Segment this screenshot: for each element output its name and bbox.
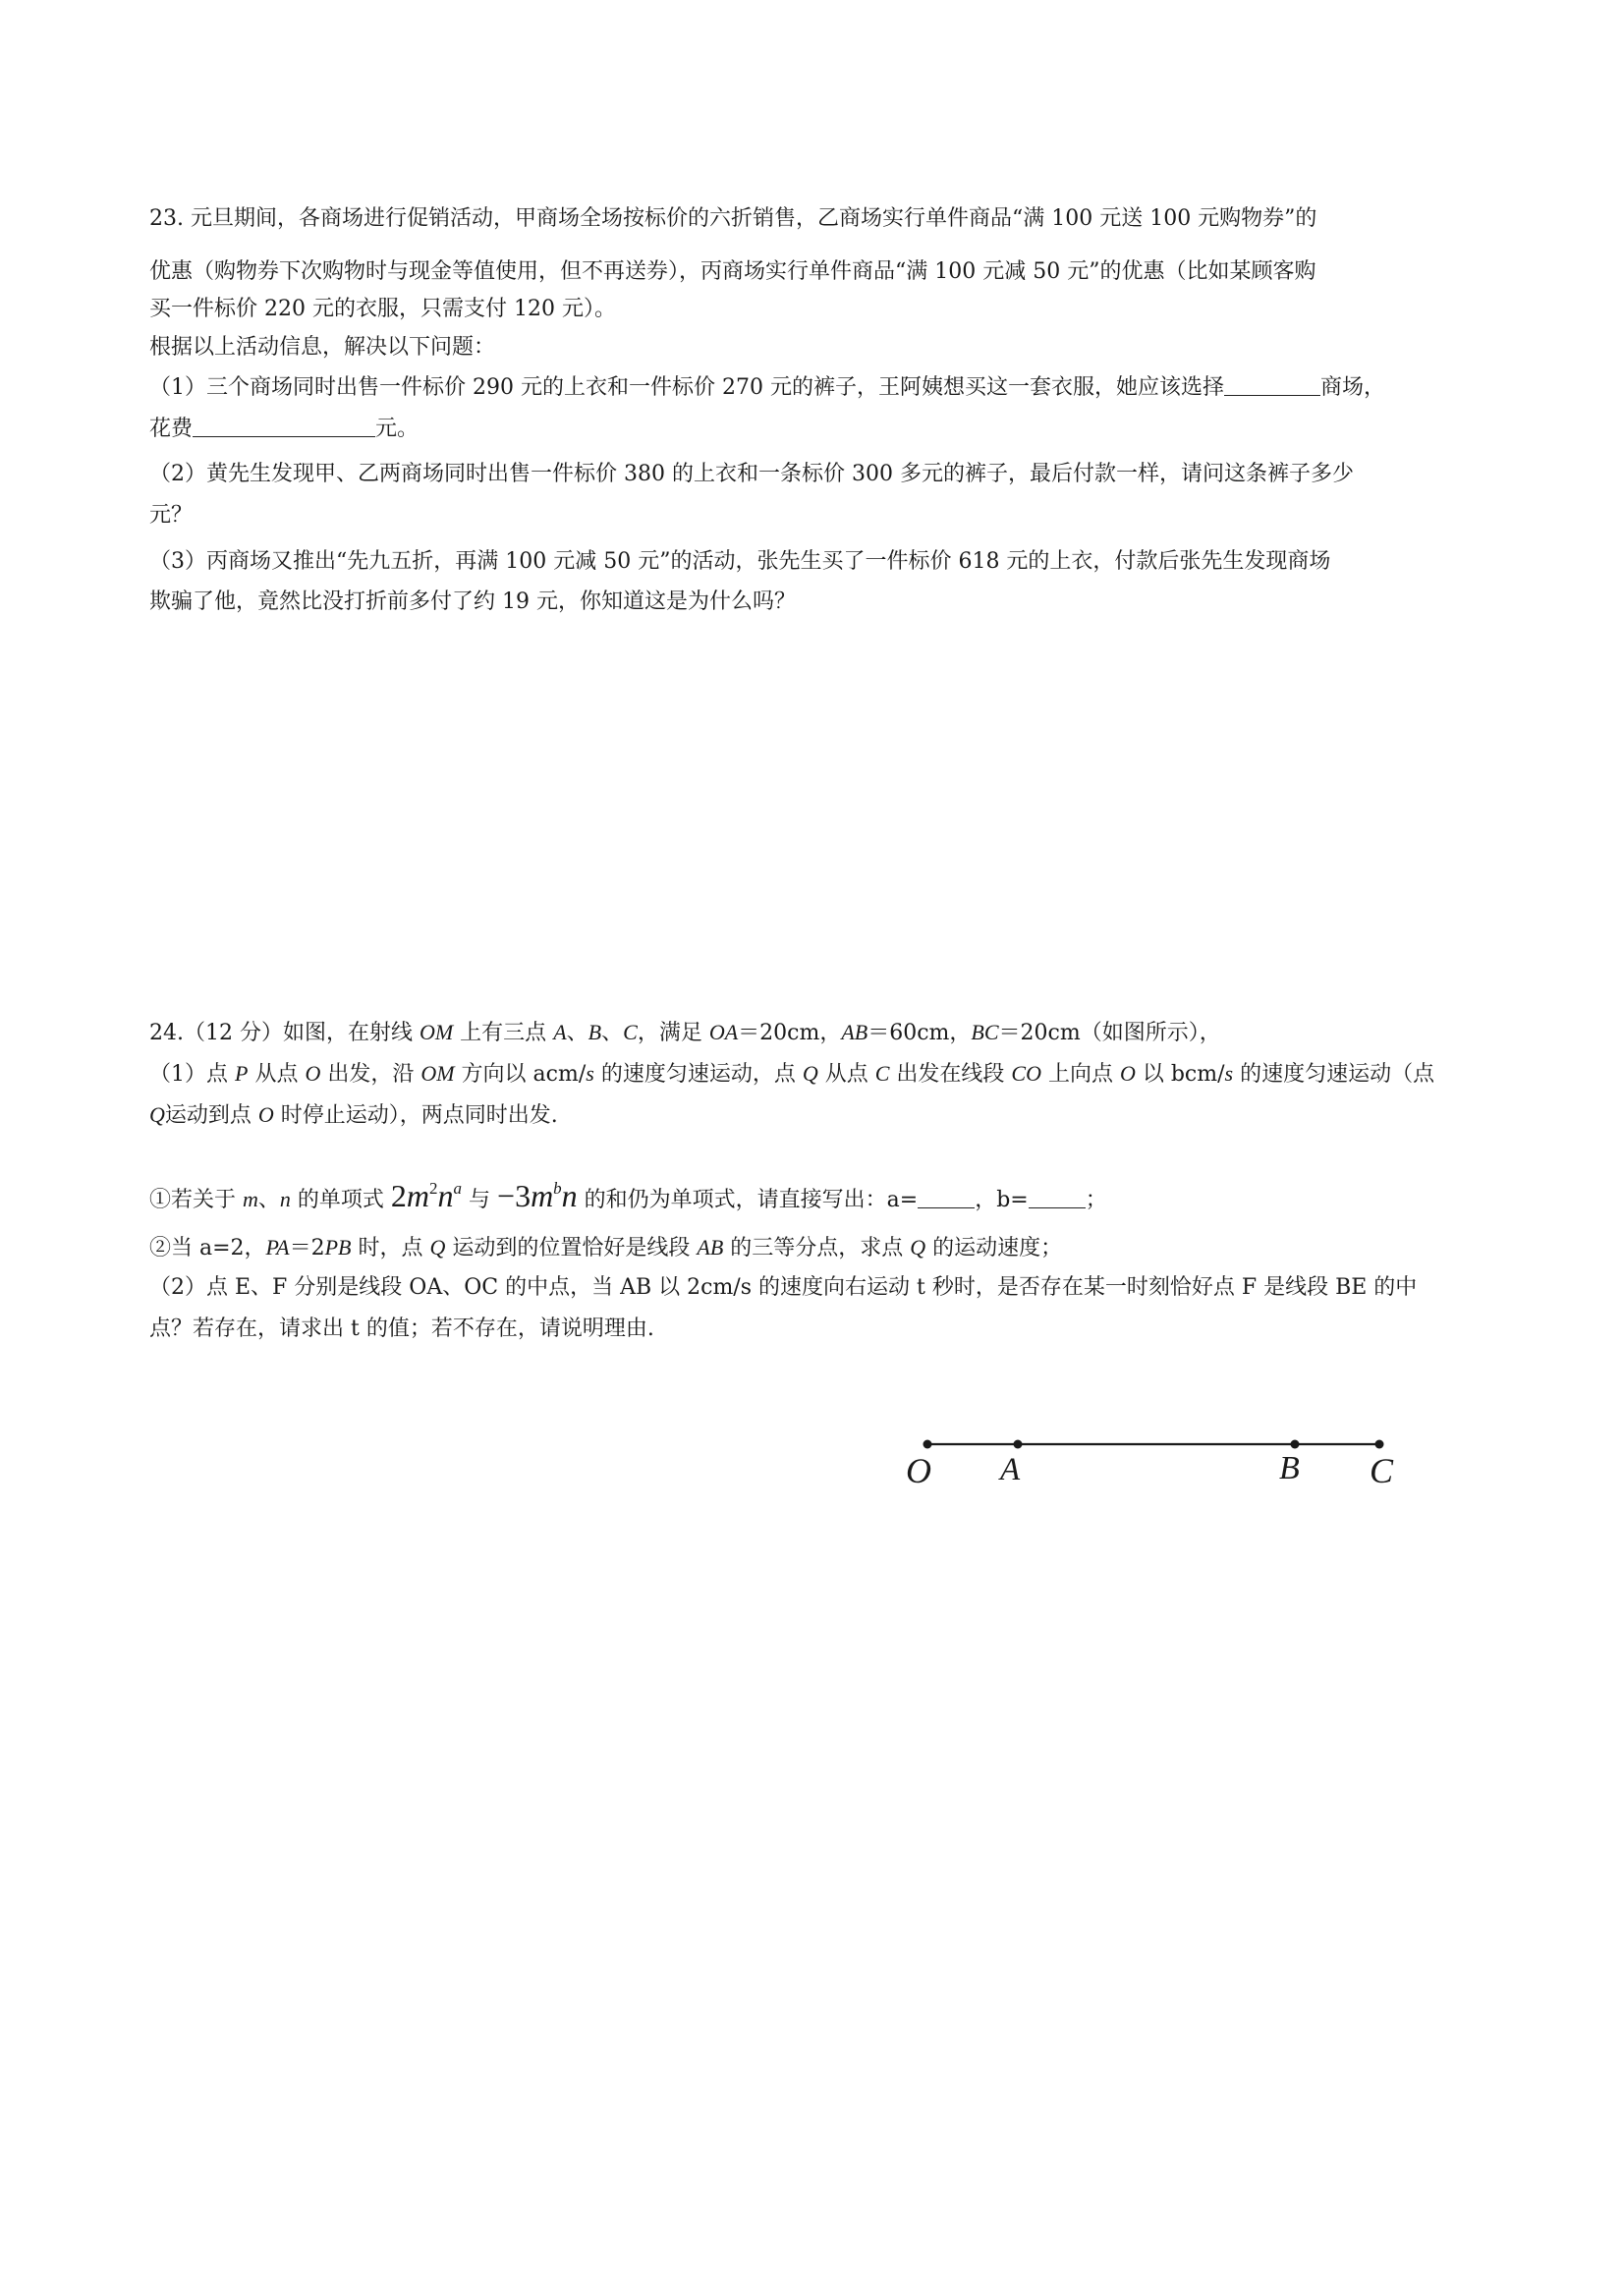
q24-stem [149, 1018, 1221, 1048]
t: 、 [257, 1188, 280, 1212]
t: 出发，沿 [320, 1062, 421, 1087]
label-A: A [1000, 1452, 1021, 1487]
t: 上有三点 [453, 1021, 554, 1045]
t: 的和仍为单项式，请直接写出：a= [577, 1188, 919, 1212]
t: 的三等分点，求点 [723, 1236, 911, 1260]
q23-part3-line1: （3）丙商场又推出“先九五折，再满 100 元减 50 元”的活动，张先生买了一件标价 618 元的上衣，付款后张先生发现商场 [149, 549, 1331, 574]
t: B [588, 1020, 602, 1044]
t: 24.（12 分）如图，在射线 [149, 1021, 420, 1045]
q23-part1-text: （1）三个商场同时出售一件标价 290 元的上衣和一件标价 270 元的裤子，王阿姨想买这一套衣服，她应该选择 [149, 375, 1224, 400]
t: Q [149, 1102, 165, 1127]
t: ，b= [975, 1188, 1029, 1212]
t: s [586, 1061, 594, 1086]
q23-part2-line2: 元？ [149, 503, 194, 528]
label-C: C [1370, 1451, 1394, 1490]
t: 方向以 acm/ [454, 1062, 587, 1087]
q23-part1-text-b: 商场， [1319, 375, 1385, 400]
label-O: O [906, 1451, 931, 1490]
q24-part1-line2 [149, 1100, 558, 1131]
t: ，满足 [637, 1021, 709, 1045]
t: n [279, 1187, 291, 1211]
t: ＝2 [289, 1236, 325, 1260]
q24-part2-line2: 点？若存在，请求出 t 的值；若不存在，请说明理由. [149, 1316, 654, 1341]
t: AB [697, 1235, 724, 1260]
t: −3 [497, 1178, 532, 1213]
t: 的单项式 [290, 1188, 391, 1212]
t: 、 [566, 1021, 588, 1045]
q24-part2-line1: （2）点 E、F 分别是线段 OA、OC 的中点，当 AB 以 2cm/s 的速度向右运动 t 秒时，是否存在某一时刻恰好点 F 是线段 BE 的中 [149, 1275, 1418, 1300]
q24-condition2 [149, 1233, 1062, 1263]
t: 从点 [248, 1062, 306, 1087]
q24-condition1 [149, 1169, 1107, 1220]
ray-figure [884, 1415, 1395, 1503]
label-B: B [1279, 1450, 1300, 1486]
t: OM [419, 1020, 454, 1044]
t: OA [708, 1020, 739, 1044]
q23-part1-line1 [149, 373, 1385, 403]
point-C [1375, 1440, 1384, 1449]
t: ＝20cm， [738, 1021, 842, 1045]
t: ①若关于 [149, 1188, 243, 1212]
t: 的运动速度； [925, 1236, 1063, 1260]
q23-intro: 根据以上活动信息，解决以下问题： [149, 335, 496, 360]
t: 的速度匀速运动，点 [593, 1062, 803, 1087]
t: b [553, 1179, 562, 1198]
answer-blank-b [1029, 1186, 1086, 1208]
t: n [561, 1178, 578, 1213]
q23-stem-line2: 优惠（购物券下次购物时与现金等值使用，但不再送券），丙商场实行单件商品“满 100 元减 50 元”的优惠（比如某顾客购 [149, 259, 1316, 284]
t: m [531, 1178, 554, 1213]
t: PB [324, 1235, 352, 1260]
t: 出发在线段 [889, 1062, 1012, 1087]
point-A [1014, 1440, 1023, 1449]
t: BC [971, 1020, 999, 1044]
t: （1）点 [149, 1062, 235, 1087]
t: P [235, 1061, 249, 1086]
answer-blank-mall [1224, 373, 1320, 396]
t: 、 [601, 1021, 624, 1045]
t: ＝60cm， [867, 1021, 972, 1045]
t: 运动到的位置恰好是线段 [445, 1236, 698, 1260]
t: 上向点 [1040, 1062, 1120, 1087]
t: 以 bcm/ [1135, 1062, 1225, 1087]
t: Q [429, 1235, 446, 1260]
t: O [257, 1102, 274, 1127]
t: n [437, 1178, 454, 1213]
answer-blank-cost [193, 415, 375, 437]
q23-stem-line3: 买一件标价 220 元的衣服，只需支付 120 元）。 [149, 297, 616, 321]
t: 2 [429, 1179, 438, 1198]
t: CO [1011, 1061, 1041, 1086]
t: ＝20cm（如图所示）， [998, 1021, 1221, 1045]
t: 时停止运动），两点同时出发. [273, 1103, 558, 1128]
q23-part2-line1: （2）黄先生发现甲、乙两商场同时出售一件标价 380 的上衣和一条标价 300 多元的裤子，最后付款一样，请问这条裤子多少 [149, 462, 1354, 486]
q23-stem-line1: 23. 元旦期间，各商场进行促销活动，甲商场全场按标价的六折销售，乙商场实行单件商品“满 100 元送 100 元购物券”的 [149, 206, 1317, 231]
t: AB [841, 1020, 868, 1044]
t: ②当 a=2， [149, 1236, 266, 1260]
t: m [406, 1178, 430, 1213]
t: Q [910, 1235, 926, 1260]
q23-part1-line2 [149, 415, 419, 444]
t: C [874, 1061, 890, 1086]
t: 的速度匀速运动（点 [1233, 1062, 1435, 1087]
t: 2 [390, 1178, 407, 1213]
t: 运动到点 [164, 1103, 258, 1128]
t: Q [802, 1061, 818, 1086]
t: m [243, 1187, 258, 1211]
q23-part1-text-d: 元。 [375, 417, 420, 441]
monomial-2 [497, 1178, 578, 1213]
monomial-1 [391, 1178, 462, 1213]
q23-part3-line2: 欺骗了他，竟然比没打折前多付了约 19 元，你知道这是为什么吗？ [149, 589, 796, 614]
t: 时，点 [351, 1236, 430, 1260]
label-C-clip [1370, 1450, 1394, 1493]
q23-part1-text-c: 花费 [149, 417, 194, 441]
t: O [305, 1061, 321, 1086]
answer-blank-a [918, 1186, 975, 1208]
t: 从点 [817, 1062, 875, 1087]
t: C [623, 1020, 638, 1044]
t: PA [265, 1235, 290, 1260]
point-O [923, 1440, 932, 1449]
t: a [453, 1179, 463, 1198]
t: O [1119, 1061, 1136, 1086]
t: OM [420, 1061, 455, 1086]
t: 与 [462, 1188, 498, 1212]
point-B [1291, 1440, 1300, 1449]
t: A [553, 1020, 567, 1044]
q24-part1-line1 [149, 1059, 1434, 1090]
t: s [1224, 1061, 1234, 1086]
t: ； [1085, 1188, 1107, 1212]
